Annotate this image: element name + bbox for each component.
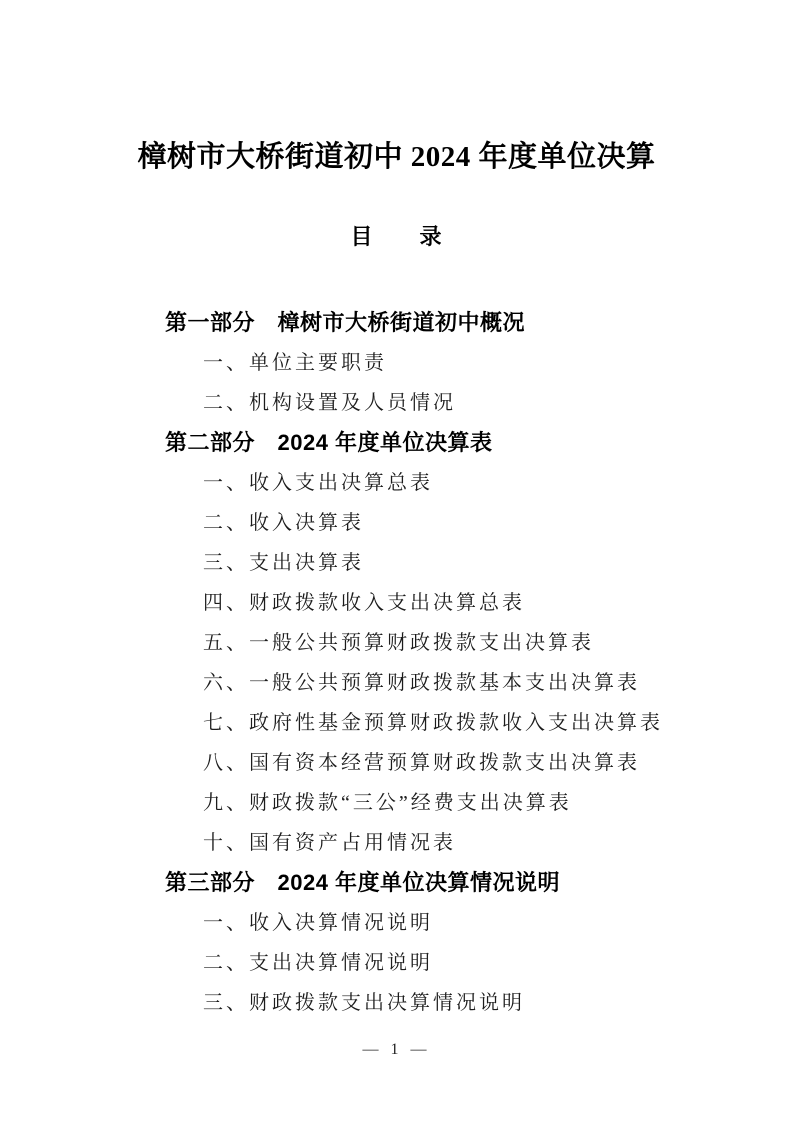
toc-item: 五、一般公共预算财政拨款支出决算表 — [203, 632, 594, 654]
toc-section-heading: 第二部分 2024 年度单位决算表 — [165, 430, 493, 455]
toc-item: 二、支出决算情况说明 — [203, 952, 433, 974]
toc-item: 二、机构设置及人员情况 — [203, 392, 456, 414]
toc-item: 六、一般公共预算财政拨款基本支出决算表 — [203, 672, 640, 694]
toc-item: 三、财政拨款支出决算情况说明 — [203, 992, 525, 1014]
toc-item: 七、政府性基金预算财政拨款收入支出决算表 — [203, 712, 663, 734]
page-number: — 1 — — [362, 1041, 431, 1058]
toc-item: 一、收入决算情况说明 — [203, 912, 433, 934]
toc-section-heading: 第三部分 2024 年度单位决算情况说明 — [165, 870, 561, 895]
toc-item: 八、国有资本经营预算财政拨款支出决算表 — [203, 752, 640, 774]
toc-section-heading: 第一部分 樟树市大桥街道初中概况 — [165, 310, 526, 335]
document-title: 樟树市大桥街道初中 2024 年度单位决算 — [137, 141, 656, 173]
toc-item: 一、收入支出决算总表 — [203, 472, 433, 494]
toc-item: 十、国有资产占用情况表 — [203, 832, 456, 854]
toc-item: 四、财政拨款收入支出决算总表 — [203, 592, 525, 614]
toc-item: 三、支出决算表 — [203, 552, 364, 574]
toc-item: 二、收入决算表 — [203, 512, 364, 534]
table-of-contents — [165, 303, 753, 1023]
toc-item: 一、单位主要职责 — [203, 352, 387, 374]
toc-item: 九、财政拨款“三公”经费支出决算表 — [203, 792, 572, 814]
toc-heading: 目 录 — [350, 224, 443, 249]
